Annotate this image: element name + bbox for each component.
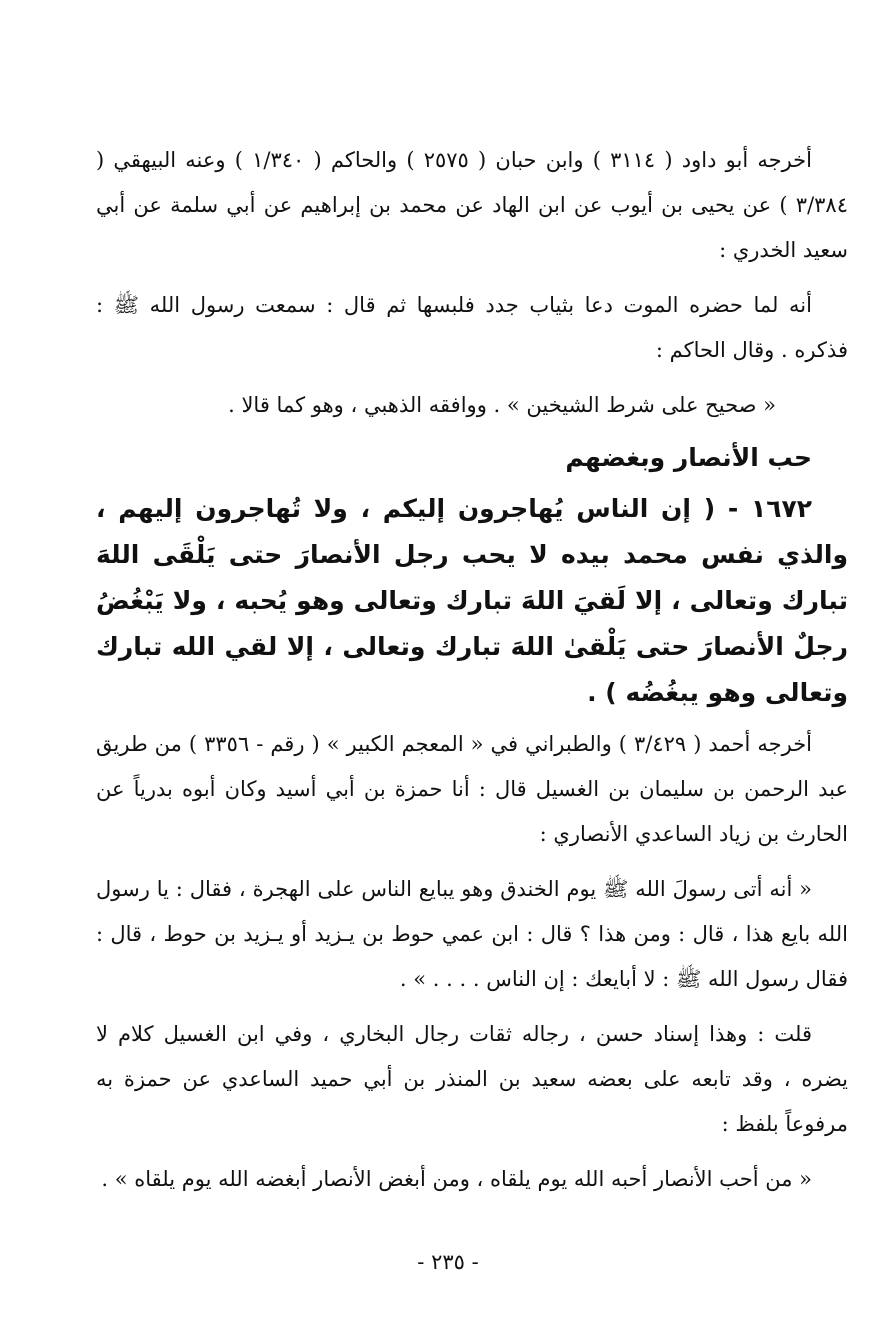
chapter-heading: حب الأنصار وبغضهم (565, 443, 812, 472)
narration-paragraph: أنه لما حضره الموت دعا بثياب جدد فلبسها ثم قال : سمعت رسول الله ﷺ : فذكره . وقال الحاكم : (96, 293, 848, 362)
takhrij-paragraph-2: أخرجه أحمد ( ٣/٤٢٩ ) والطبراني في « المعجم الكبير » ( رقم - ٣٣٥٦ ) من طريق عبد الرحمن بن سليمان بن الغسيل قال : أنا حمزة بن أبي أسيد وكان أبوه بدرياً عن الحارث بن زياد الساعدي الأنصاري : (96, 732, 848, 846)
author-comment: قلت : وهذا إسناد حسن ، رجاله ثقات رجال البخاري ، وفي ابن الغسيل كلام لا يضره ، وقد تابعه على بعضه سعيد بن المنذر بن أبي حميد الساعدي عن حمزة به مرفوعاً بلفظ : (96, 1022, 848, 1136)
page-body (96, 138, 848, 1202)
hakim-grading: « صحيح على شرط الشيخين » . ووافقه الذهبي ، وهو كما قالا . (228, 393, 776, 417)
marfu-wording-quote: « من أحب الأنصار أحبه الله يوم يلقاه ، ومن أبغض الأنصار أبغضه الله يوم يلقاه » . (101, 1167, 812, 1191)
hadith-narration-quote: « أنه أتى رسولَ الله ﷺ يوم الخندق وهو يبايع الناس على الهجرة ، فقال : يا رسول الله بايع هذا ، قال : ومن هذا ؟ قال : ابن عمي حوط بن يـزيد أو يـزيد بن حوط ، قال : فقال رسول الله ﷺ : لا أبايعك : إن الناس . . . . » . (96, 877, 848, 991)
page-number: - ٢٣٥ - (417, 1250, 479, 1274)
takhrij-paragraph-1: أخرجه أبو داود ( ٣١١٤ ) وابن حبان ( ٢٥٧٥ ) والحاكم ( ١/٣٤٠ ) وعنه البيهقي ( ٣/٣٨٤ ) عن يحيى بن أيوب عن ابن الهاد عن محمد بن إبراهيم عن أبي سلمة عن أبي سعيد الخدري : (96, 148, 848, 262)
hadith-1672-text: ١٦٧٢ - ( إن الناس يُهاجرون إليكم ، ولا تُهاجرون إليهم ، والذي نفس محمد بيده لا يحب رجل الأنصارَ حتى يَلْقَى اللهَ تبارك وتعالى ، إلا لَقيَ اللهَ تبارك وتعالى وهو يُحبه ، ولا يَبْغُضُ رجلٌ الأنصارَ حتى يَلْقىٰ اللهَ تبارك وتعالى ، إلا لقي الله تبارك وتعالى وهو يبغُضُه ) . (96, 494, 848, 707)
